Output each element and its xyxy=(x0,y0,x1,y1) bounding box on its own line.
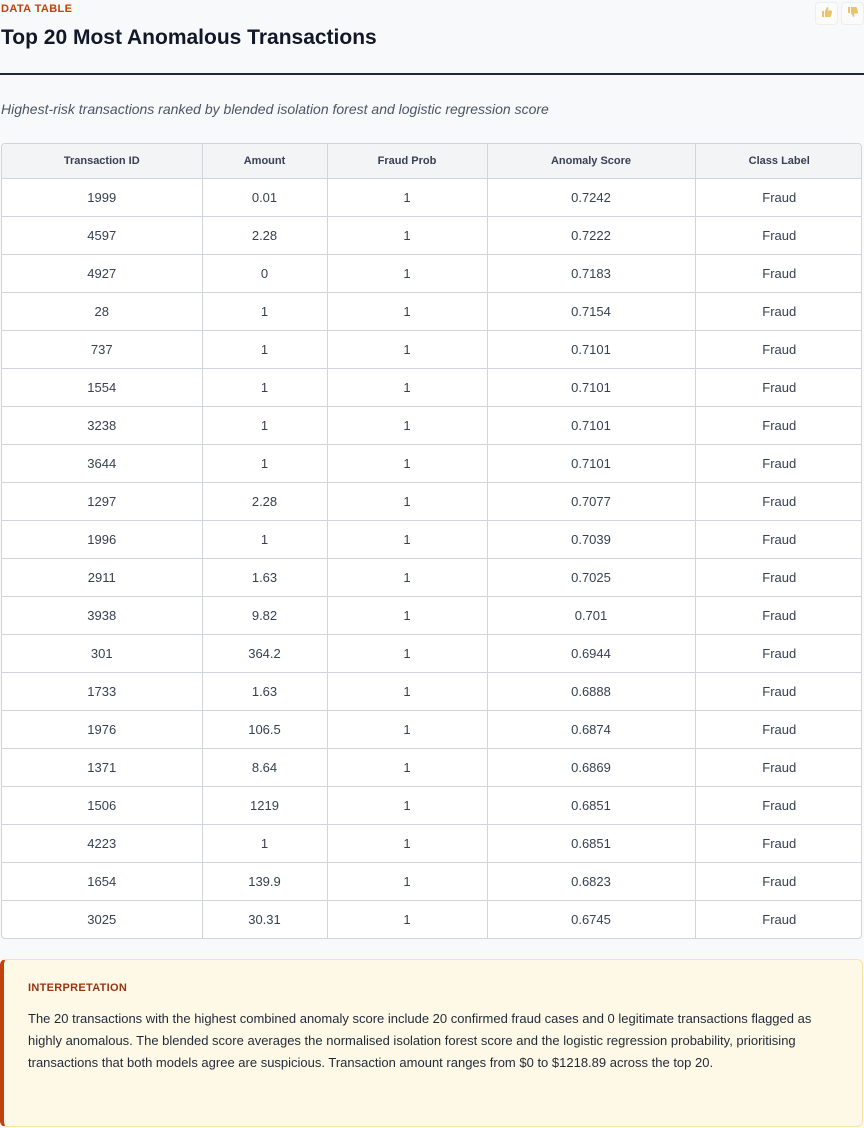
cell-fraud-prob: 1 xyxy=(327,179,487,217)
cell-transaction-id: 1999 xyxy=(2,179,202,217)
thumbs-down-icon xyxy=(847,5,859,23)
cell-amount: 1 xyxy=(202,293,327,331)
cell-anomaly-score: 0.6944 xyxy=(487,635,695,673)
cell-fraud-prob: 1 xyxy=(327,635,487,673)
cell-transaction-id: 4927 xyxy=(2,255,202,293)
cell-fraud-prob: 1 xyxy=(327,445,487,483)
cell-transaction-id: 2911 xyxy=(2,559,202,597)
section-eyebrow: DATA TABLE xyxy=(1,3,73,15)
cell-fraud-prob: 1 xyxy=(327,825,487,863)
cell-fraud-prob: 1 xyxy=(327,597,487,635)
cell-amount: 1219 xyxy=(202,787,327,825)
cell-amount: 30.31 xyxy=(202,901,327,939)
cell-class-label: Fraud xyxy=(695,825,862,863)
cell-amount: 1.63 xyxy=(202,673,327,711)
cell-amount: 2.28 xyxy=(202,483,327,521)
table-body xyxy=(2,179,862,939)
column-header-transaction-id: Transaction ID xyxy=(2,144,202,179)
cell-transaction-id: 1996 xyxy=(2,521,202,559)
cell-fraud-prob: 1 xyxy=(327,863,487,901)
cell-amount: 1.63 xyxy=(202,559,327,597)
table-row xyxy=(2,445,862,483)
cell-amount: 0.01 xyxy=(202,179,327,217)
table-row xyxy=(2,331,862,369)
cell-fraud-prob: 1 xyxy=(327,787,487,825)
cell-fraud-prob: 1 xyxy=(327,331,487,369)
interpretation-title: INTERPRETATION xyxy=(28,982,128,994)
table-row xyxy=(2,217,862,255)
cell-class-label: Fraud xyxy=(695,293,862,331)
cell-amount: 0 xyxy=(202,255,327,293)
cell-transaction-id: 3644 xyxy=(2,445,202,483)
cell-anomaly-score: 0.7222 xyxy=(487,217,695,255)
page-title: Top 20 Most Anomalous Transactions xyxy=(1,26,377,49)
thumbs-down-button[interactable] xyxy=(841,2,864,25)
cell-fraud-prob: 1 xyxy=(327,217,487,255)
cell-transaction-id: 4597 xyxy=(2,217,202,255)
cell-transaction-id: 301 xyxy=(2,635,202,673)
cell-fraud-prob: 1 xyxy=(327,483,487,521)
cell-fraud-prob: 1 xyxy=(327,673,487,711)
table-row xyxy=(2,901,862,939)
cell-amount: 106.5 xyxy=(202,711,327,749)
cell-transaction-id: 1371 xyxy=(2,749,202,787)
cell-anomaly-score: 0.701 xyxy=(487,597,695,635)
cell-class-label: Fraud xyxy=(695,179,862,217)
column-header-anomaly-score: Anomaly Score xyxy=(487,144,695,179)
cell-anomaly-score: 0.7039 xyxy=(487,521,695,559)
cell-anomaly-score: 0.6869 xyxy=(487,749,695,787)
cell-transaction-id: 28 xyxy=(2,293,202,331)
cell-anomaly-score: 0.7101 xyxy=(487,331,695,369)
cell-transaction-id: 3025 xyxy=(2,901,202,939)
cell-class-label: Fraud xyxy=(695,483,862,521)
thumbs-up-icon xyxy=(821,5,833,23)
cell-transaction-id: 1297 xyxy=(2,483,202,521)
column-header-class-label: Class Label xyxy=(695,144,862,179)
cell-amount: 364.2 xyxy=(202,635,327,673)
cell-class-label: Fraud xyxy=(695,331,862,369)
cell-amount: 1 xyxy=(202,521,327,559)
table-row xyxy=(2,787,862,825)
cell-amount: 1 xyxy=(202,369,327,407)
cell-fraud-prob: 1 xyxy=(327,559,487,597)
cell-class-label: Fraud xyxy=(695,521,862,559)
cell-amount: 1 xyxy=(202,445,327,483)
cell-class-label: Fraud xyxy=(762,912,797,927)
cell-class-label: Fraud xyxy=(695,673,862,711)
column-header-amount: Amount xyxy=(202,144,327,179)
cell-fraud-prob: 1 xyxy=(327,407,487,445)
table-row xyxy=(2,179,862,217)
cell-transaction-id: 3938 xyxy=(2,597,202,635)
cell-class-label: Fraud xyxy=(695,369,862,407)
cell-anomaly-score: 0.6888 xyxy=(487,673,695,711)
data-table xyxy=(1,143,862,939)
table-row xyxy=(2,863,862,901)
table-row xyxy=(2,597,862,635)
cell-anomaly-score: 0.7154 xyxy=(487,293,695,331)
thumbs-up-button[interactable] xyxy=(815,2,838,25)
table-row xyxy=(2,369,862,407)
cell-transaction-id: 3238 xyxy=(2,407,202,445)
cell-fraud-prob: 1 xyxy=(327,293,487,331)
cell-amount: 1 xyxy=(202,825,327,863)
cell-transaction-id: 737 xyxy=(2,331,202,369)
cell-amount: 9.82 xyxy=(202,597,327,635)
cell-fraud-prob: 1 xyxy=(327,369,487,407)
cell-anomaly-score: 0.7101 xyxy=(487,407,695,445)
cell-amount: 2.28 xyxy=(202,217,327,255)
cell-anomaly-score: 0.7077 xyxy=(487,483,695,521)
cell-anomaly-score: 0.7183 xyxy=(487,255,695,293)
cell-class-label: Fraud xyxy=(695,635,862,673)
cell-fraud-prob: 1 xyxy=(327,521,487,559)
cell-class-label: Fraud xyxy=(695,559,862,597)
cell-fraud-prob: 1 xyxy=(327,901,487,939)
column-header-fraud-prob: Fraud Prob xyxy=(327,144,487,179)
table-row xyxy=(2,825,862,863)
table-row xyxy=(2,483,862,521)
cell-transaction-id: 1654 xyxy=(2,863,202,901)
table-row xyxy=(2,293,862,331)
cell-class-label: Fraud xyxy=(695,597,862,635)
cell-fraud-prob: 1 xyxy=(327,749,487,787)
page-subtitle: Highest-risk transactions ranked by blended isolation forest and logistic regression score xyxy=(1,101,549,117)
cell-class-label: Fraud xyxy=(695,217,862,255)
cell-class-label: Fraud xyxy=(695,749,862,787)
cell-transaction-id: 1554 xyxy=(2,369,202,407)
table-row xyxy=(2,255,862,293)
cell-amount: 1 xyxy=(202,331,327,369)
cell-fraud-prob: 1 xyxy=(327,255,487,293)
table-row xyxy=(2,521,862,559)
cell-anomaly-score: 0.7242 xyxy=(487,179,695,217)
cell-amount: 8.64 xyxy=(202,749,327,787)
table-row xyxy=(2,407,862,445)
cell-anomaly-score: 0.7101 xyxy=(487,369,695,407)
anomaly-table xyxy=(2,144,862,938)
cell-anomaly-score: 0.6851 xyxy=(487,787,695,825)
cell-anomaly-score: 0.7101 xyxy=(487,445,695,483)
cell-class-label: Fraud xyxy=(695,863,862,901)
cell-anomaly-score: 0.7025 xyxy=(487,559,695,597)
cell-class-label: Fraud xyxy=(695,787,862,825)
table-row xyxy=(2,711,862,749)
table-row xyxy=(2,673,862,711)
cell-transaction-id: 1733 xyxy=(2,673,202,711)
interpretation-callout xyxy=(0,959,863,1127)
interpretation-body: The 20 transactions with the highest combined anomaly score include 20 confirmed fraud cases and 0 legitimate transactions flagged as highly anomalous. The blended score averages the normalised isolation forest score and the logistic regression probability, prioritising transactions that both models agree are suspicious. Transaction amount ranges from $0 to $1218.89 across the top 20. xyxy=(28,1011,812,1070)
cell-transaction-id: 4223 xyxy=(2,825,202,863)
title-divider xyxy=(0,73,864,75)
cell-transaction-id: 1976 xyxy=(2,711,202,749)
cell-fraud-prob: 1 xyxy=(327,711,487,749)
feedback-buttons xyxy=(815,2,864,25)
cell-class-label: Fraud xyxy=(695,407,862,445)
cell-anomaly-score: 0.6823 xyxy=(487,863,695,901)
table-header-row xyxy=(2,144,862,179)
table-row xyxy=(2,749,862,787)
cell-class-label: Fraud xyxy=(695,445,862,483)
cell-anomaly-score: 0.6745 xyxy=(487,901,695,939)
cell-class-label: Fraud xyxy=(695,255,862,293)
cell-anomaly-score: 0.6851 xyxy=(487,825,695,863)
cell-anomaly-score: 0.6874 xyxy=(487,711,695,749)
cell-transaction-id: 1506 xyxy=(2,787,202,825)
table-row xyxy=(2,635,862,673)
cell-class-label: Fraud xyxy=(695,711,862,749)
cell-amount: 139.9 xyxy=(202,863,327,901)
cell-amount: 1 xyxy=(202,407,327,445)
table-row xyxy=(2,559,862,597)
